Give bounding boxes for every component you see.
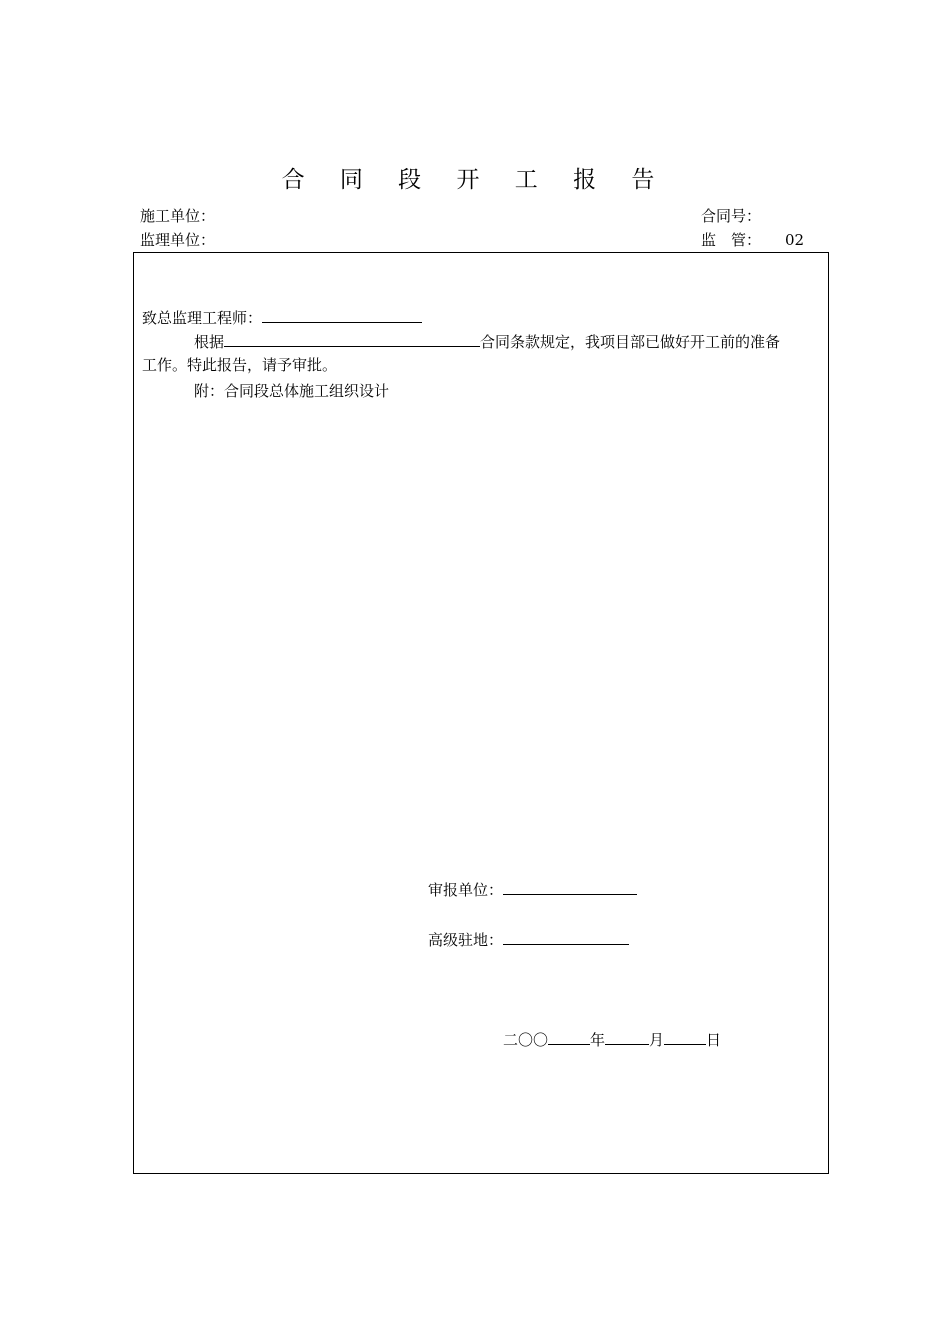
body-line-1 bbox=[194, 331, 780, 352]
addressee-blank[interactable] bbox=[262, 307, 422, 323]
submit-unit-line bbox=[428, 879, 637, 900]
contract-no-label: 合同号： bbox=[701, 207, 762, 225]
senior-office-label: 高级驻地： bbox=[428, 931, 504, 949]
addressee-label: 致总监理工程师： bbox=[142, 309, 263, 327]
year-label: 年 bbox=[590, 1031, 606, 1049]
page-title: 合 同 段 开 工 报 告 bbox=[281, 167, 669, 193]
date-line bbox=[503, 1029, 721, 1050]
line1-prefix: 根据 bbox=[194, 333, 225, 351]
month-blank[interactable] bbox=[605, 1029, 649, 1045]
jianguan-label: 监 管： bbox=[701, 231, 762, 249]
contractor-label: 施工单位： bbox=[140, 207, 216, 225]
supervisor-label: 监理单位： bbox=[140, 231, 216, 249]
day-label: 日 bbox=[706, 1031, 722, 1049]
date-prefix: 二〇〇 bbox=[503, 1031, 549, 1049]
senior-office-blank[interactable] bbox=[503, 929, 629, 945]
body-line-2: 工作。特此报告，请予审批。 bbox=[142, 356, 338, 374]
year-blank[interactable] bbox=[548, 1029, 590, 1045]
line1-suffix: 合同条款规定，我项目部已做好开工前的准备 bbox=[480, 333, 781, 351]
contract-blank[interactable] bbox=[224, 331, 480, 347]
addressee-line bbox=[142, 307, 422, 328]
senior-office-line bbox=[428, 929, 629, 950]
submit-unit-blank[interactable] bbox=[503, 879, 637, 895]
month-label: 月 bbox=[649, 1031, 665, 1049]
jianguan-value: 02 bbox=[785, 231, 805, 249]
attachment-line: 附：合同段总体施工组织设计 bbox=[194, 382, 390, 400]
day-blank[interactable] bbox=[664, 1029, 706, 1045]
submit-unit-label: 审报单位： bbox=[428, 881, 504, 899]
